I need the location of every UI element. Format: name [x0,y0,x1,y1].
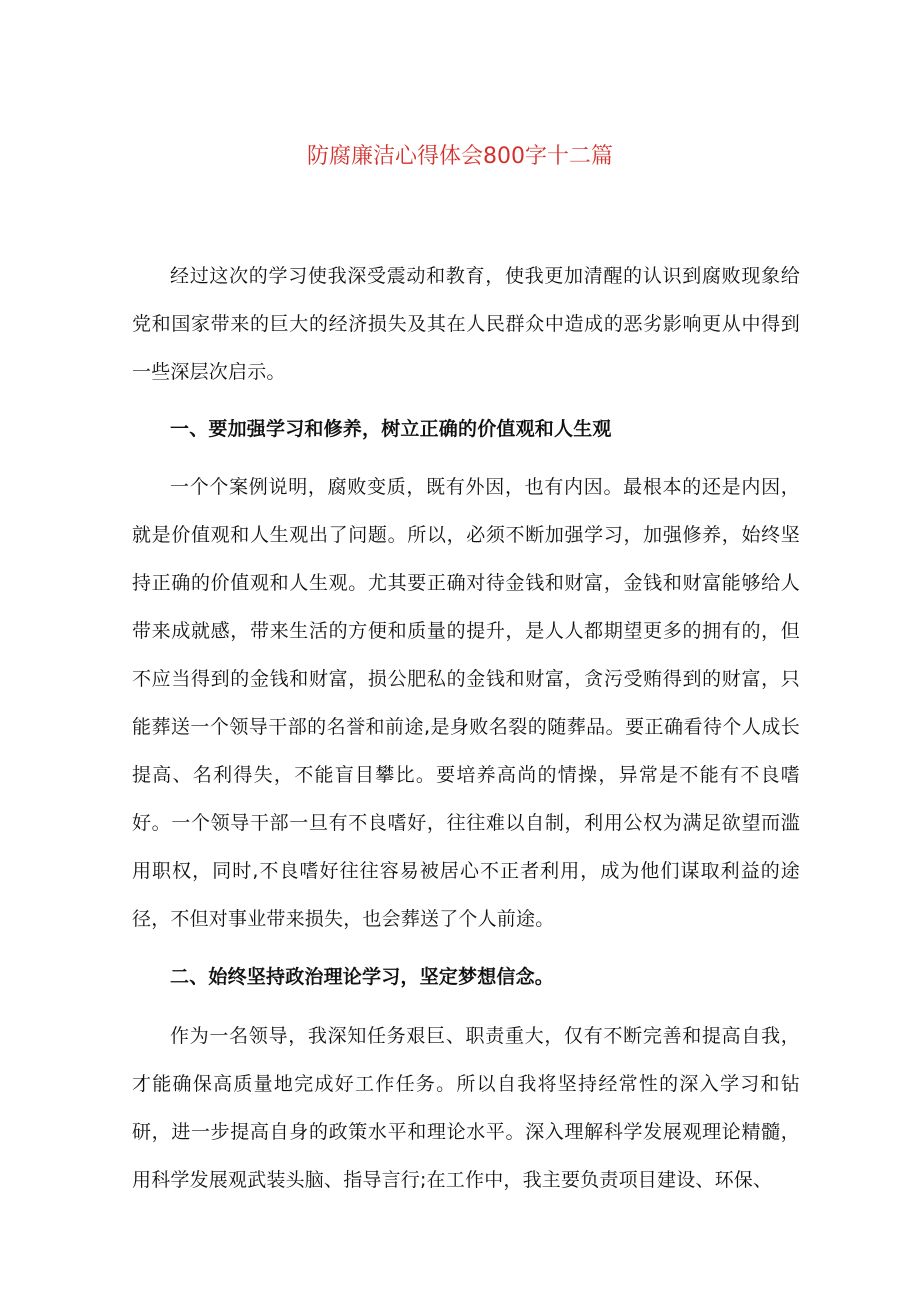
section-1-paragraph: 一个个案例说明，腐败变质，既有外因，也有内因。最根本的还是内因，就是价值观和人生观出了问题。所以，必须不断加强学习，加强修养，始终坚持正确的价值观和人生观。尤其要正确对待金钱和财富，金钱和财富能够给人带来成就感，带来生活的方便和质量的提升，是人人都期望更多的拥有的，但不应当得到的金钱和财富，损公肥私的金钱和财富，贪污受贿得到的财富，只能葬送一个领导干部的名誉和前途,是身败名裂的随葬品。要正确看待个人成长提高、名利得失，不能盲目攀比。要培养高尚的情操，异常是不能有不良嗜好。一个领导干部一旦有不良嗜好，往往难以自制，利用公权为满足欲望而滥用职权，同时,不良嗜好往往容易被居心不正者利用，成为他们谋取利益的途径，不但对事业带来损失，也会葬送了个人前途。 [132,476,800,930]
section-2-paragraph: 作为一名领导，我深知任务艰巨、职责重大，仅有不断完善和提高自我，才能确保高质量地完成好工作任务。所以自我将坚持经常性的深入学习和钻研，进一步提高自身的政策水平和理论水平。深入理解科学发展观理论精髓，用科学发展观武装头脑、指导言行;在工作中，我主要负责项目建设、环保、 [132,1025,800,1191]
section-2-heading: 二、始终坚持政治理论学习，坚定梦想信念。 [170,966,555,988]
document-title: 防腐廉洁心得体会800字十二篇 [307,144,613,169]
section-1-heading: 一、要加强学习和修养，树立正确的价值观和人生观 [170,418,612,440]
intro-paragraph: 经过这次的学习使我深受震动和教育，使我更加清醒的认识到腐败现象给党和国家带来的巨大的经济损失及其在人民群众中造成的恶劣影响更从中得到一些深层次启示。 [132,265,800,383]
